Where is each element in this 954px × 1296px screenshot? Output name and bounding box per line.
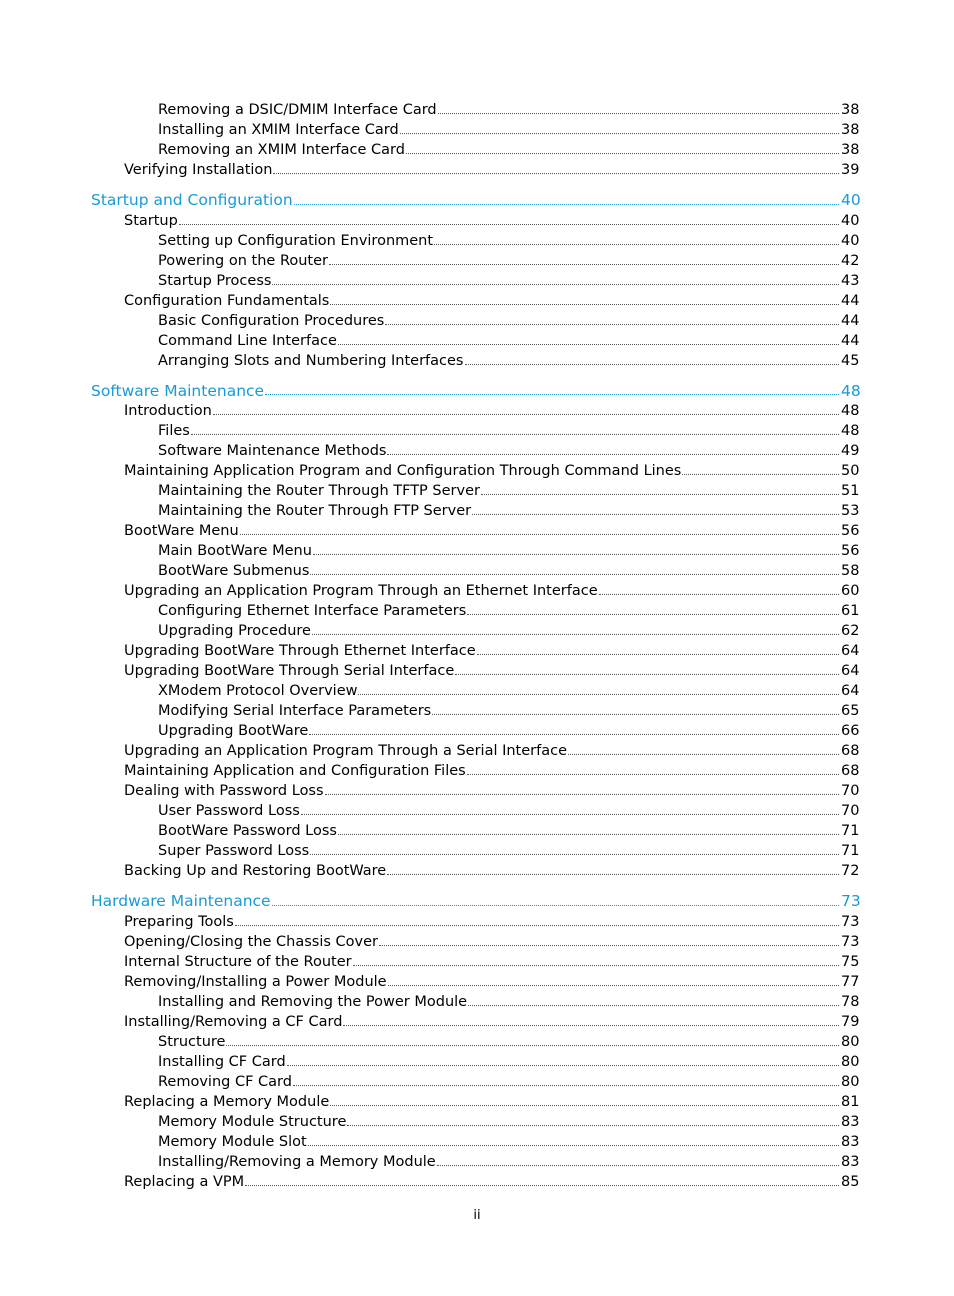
toc-entry[interactable]	[0, 501, 954, 521]
toc-dot-leader	[438, 112, 839, 114]
toc-entry-title: Powering on the Router	[158, 252, 328, 269]
toc-entry-title: Setting up Configuration Environment	[158, 232, 434, 249]
toc-entry[interactable]	[0, 761, 954, 781]
toc-dot-leader	[301, 813, 839, 815]
toc-entry-title: Installing an XMIM Interface Card	[158, 122, 399, 138]
toc-dot-leader	[387, 453, 839, 455]
page-number: ii	[473, 1208, 481, 1223]
toc-dot-leader	[330, 303, 839, 305]
toc-entry-page: 72	[841, 863, 860, 879]
toc-entry-page: 75	[841, 953, 860, 970]
toc-entry-page: 80	[841, 1033, 860, 1050]
toc-entry-page: 83	[841, 1153, 860, 1170]
toc-entry-title: Structure	[158, 1033, 226, 1050]
toc-dot-leader	[309, 733, 839, 735]
toc-dot-leader	[477, 653, 839, 655]
toc-entry-page: 44	[841, 332, 860, 349]
toc-entry[interactable]	[0, 401, 954, 421]
toc-entry-page: 40	[841, 191, 861, 209]
toc-dot-leader	[387, 873, 839, 875]
toc-entry[interactable]	[0, 351, 954, 371]
toc-entry-page: 40	[841, 232, 860, 249]
toc-dot-leader	[467, 773, 839, 775]
toc-entry-page: 83	[841, 1133, 860, 1150]
toc-entry-page: 73	[841, 933, 860, 950]
toc-entry[interactable]	[0, 912, 954, 932]
toc-entry[interactable]	[0, 120, 954, 140]
toc-entry-title: Upgrading an Application Program Through a Serial Interface	[124, 743, 568, 759]
toc-entry-page: 73	[841, 892, 861, 910]
toc-entry-page: 40	[841, 212, 860, 229]
toc-entry-page: 44	[841, 292, 860, 309]
toc-entry-title: User Password Loss	[158, 803, 300, 819]
toc-dot-leader	[325, 793, 839, 795]
toc-entry[interactable]	[0, 160, 954, 180]
toc-entry-title: Memory Module Structure	[158, 1113, 347, 1130]
toc-dot-leader	[385, 323, 839, 325]
toc-entry-page: 80	[841, 1053, 860, 1070]
toc-entry-title: Upgrading an Application Program Through an Ethernet Interface	[124, 583, 598, 599]
toc-entry-page: 53	[841, 503, 860, 519]
toc-dot-leader	[272, 904, 839, 906]
toc-entry-page: 48	[841, 381, 861, 400]
toc-dot-leader	[432, 713, 839, 715]
toc-entry-page: 70	[841, 803, 860, 819]
toc-dot-leader	[310, 573, 839, 575]
toc-dot-leader	[468, 1004, 839, 1006]
toc-dot-leader	[338, 833, 839, 835]
toc-entry-page: 64	[841, 663, 860, 679]
toc-dot-leader	[347, 1124, 839, 1126]
toc-entry-page: 79	[841, 1013, 860, 1030]
toc-entry-page: 71	[841, 823, 860, 839]
toc-entry-page: 38	[841, 122, 860, 138]
toc-entry[interactable]	[0, 1152, 954, 1172]
toc-entry-page: 44	[841, 312, 860, 329]
toc-entry-page: 42	[841, 252, 860, 269]
toc-entry[interactable]	[0, 1052, 954, 1072]
toc-entry-title: BootWare Menu	[124, 523, 239, 539]
toc-dot-leader	[465, 363, 840, 365]
toc-dot-leader	[467, 613, 839, 615]
toc-dot-leader	[265, 393, 839, 395]
toc-entry[interactable]	[0, 311, 954, 331]
toc-entry-title: Removing CF Card	[158, 1073, 292, 1090]
table-of-contents	[0, 100, 954, 1192]
toc-dot-leader	[226, 1044, 839, 1046]
toc-entry[interactable]	[0, 271, 954, 291]
toc-entry-title: Startup and Configuration	[91, 191, 293, 209]
toc-entry-title: Modifying Serial Interface Parameters	[158, 703, 432, 719]
toc-dot-leader	[235, 924, 839, 926]
toc-entry-title: Configuring Ethernet Interface Parameters	[158, 603, 467, 619]
toc-entry-title: Maintaining Application and Configuration Files	[124, 763, 466, 779]
toc-dot-leader	[472, 513, 839, 515]
toc-entry-title: Backing Up and Restoring BootWare	[124, 863, 387, 879]
toc-entry[interactable]	[0, 581, 954, 601]
toc-entry-title: Removing an XMIM Interface Card	[158, 142, 405, 158]
toc-entry-title: Main BootWare Menu	[158, 543, 312, 559]
toc-entry-title: Installing/Removing a Memory Module	[158, 1153, 436, 1170]
toc-entry[interactable]	[0, 1012, 954, 1032]
toc-entry-title: BootWare Password Loss	[158, 823, 337, 839]
toc-entry[interactable]	[0, 1112, 954, 1132]
toc-entry[interactable]	[0, 251, 954, 271]
toc-entry-page: 48	[841, 423, 860, 439]
toc-entry-page: 78	[841, 993, 860, 1010]
toc-entry[interactable]	[0, 781, 954, 801]
toc-section-heading[interactable]	[0, 190, 954, 211]
toc-dot-leader	[599, 593, 839, 595]
toc-dot-leader	[273, 172, 839, 174]
toc-entry-page: 64	[841, 643, 860, 659]
toc-entry-title: Startup Process	[158, 272, 272, 289]
toc-entry-page: 58	[841, 563, 860, 579]
toc-entry[interactable]	[0, 441, 954, 461]
toc-dot-leader	[353, 964, 839, 966]
toc-entry[interactable]	[0, 601, 954, 621]
toc-dot-leader	[179, 223, 839, 225]
toc-entry-title: Removing a DSIC/DMIM Interface Card	[158, 102, 437, 118]
toc-entry[interactable]	[0, 561, 954, 581]
toc-entry[interactable]	[0, 952, 954, 972]
toc-dot-leader	[434, 243, 839, 245]
toc-dot-leader	[568, 753, 839, 755]
toc-entry-page: 39	[841, 162, 860, 178]
toc-entry-page: 56	[841, 543, 860, 559]
toc-dot-leader	[308, 1144, 839, 1146]
toc-entry-page: 70	[841, 783, 860, 799]
toc-dot-leader	[213, 413, 839, 415]
toc-dot-leader	[338, 343, 839, 345]
toc-entry-title: Preparing Tools	[124, 913, 234, 930]
toc-entry-page: 85	[841, 1173, 860, 1190]
toc-entry-page: 56	[841, 523, 860, 539]
toc-entry[interactable]	[0, 481, 954, 501]
toc-entry-page: 43	[841, 272, 860, 289]
toc-entry[interactable]	[0, 231, 954, 251]
toc-entry[interactable]	[0, 701, 954, 721]
toc-entry[interactable]	[0, 992, 954, 1012]
toc-entry-page: 71	[841, 843, 860, 859]
toc-entry[interactable]	[0, 1172, 954, 1192]
toc-entry-title: Memory Module Slot	[158, 1133, 307, 1150]
toc-entry[interactable]	[0, 621, 954, 641]
toc-entry-title: Software Maintenance	[91, 381, 265, 400]
toc-dot-leader	[329, 263, 839, 265]
toc-entry[interactable]	[0, 821, 954, 841]
toc-entry[interactable]	[0, 1072, 954, 1092]
toc-entry-title: Maintaining Application Program and Configuration Through Command Lines	[124, 463, 682, 479]
toc-entry-title: Maintaining the Router Through TFTP Server	[158, 483, 480, 499]
toc-dot-leader	[294, 203, 839, 205]
toc-dot-leader	[272, 283, 839, 285]
toc-entry-page: 49	[841, 443, 860, 459]
toc-entry-page: 77	[841, 973, 860, 990]
toc-entry-page: 38	[841, 142, 860, 158]
toc-entry-title: Arranging Slots and Numbering Interfaces	[158, 352, 464, 369]
toc-entry[interactable]	[0, 100, 954, 120]
toc-entry-title: Verifying Installation	[124, 162, 273, 178]
toc-entry-page: 45	[841, 352, 860, 369]
toc-entry[interactable]	[0, 1092, 954, 1112]
toc-dot-leader	[400, 132, 839, 134]
toc-dot-leader	[240, 533, 839, 535]
toc-entry-title: BootWare Submenus	[158, 563, 310, 579]
toc-entry-page: 60	[841, 583, 860, 599]
toc-dot-leader	[245, 1184, 839, 1186]
toc-entry-page: 80	[841, 1073, 860, 1090]
toc-entry-title: Upgrading Procedure	[158, 623, 311, 639]
toc-entry[interactable]	[0, 801, 954, 821]
toc-entry[interactable]	[0, 661, 954, 681]
toc-entry-page: 66	[841, 723, 860, 739]
toc-entry-title: Upgrading BootWare Through Ethernet Interface	[124, 643, 476, 659]
toc-entry-page: 65	[841, 703, 860, 719]
toc-entry-title: Upgrading BootWare Through Serial Interface	[124, 663, 455, 679]
toc-entry[interactable]	[0, 331, 954, 351]
toc-entry[interactable]	[0, 861, 954, 881]
toc-dot-leader	[287, 1064, 839, 1066]
toc-entry[interactable]	[0, 291, 954, 311]
toc-entry-page: 73	[841, 913, 860, 930]
toc-dot-leader	[379, 944, 839, 946]
toc-dot-leader	[330, 1104, 839, 1106]
toc-entry-title: Upgrading BootWare	[158, 723, 309, 739]
toc-entry-title: Replacing a Memory Module	[124, 1093, 330, 1110]
toc-entry[interactable]	[0, 461, 954, 481]
toc-entry-page: 81	[841, 1093, 860, 1110]
toc-entry[interactable]	[0, 972, 954, 992]
toc-entry[interactable]	[0, 741, 954, 761]
toc-entry-page: 61	[841, 603, 860, 619]
toc-entry[interactable]	[0, 1132, 954, 1152]
toc-entry[interactable]	[0, 521, 954, 541]
toc-entry[interactable]	[0, 932, 954, 952]
toc-entry-title: Opening/Closing the Chassis Cover	[124, 933, 379, 950]
toc-dot-leader	[191, 433, 839, 435]
toc-entry-page: 62	[841, 623, 860, 639]
toc-dot-leader	[406, 152, 839, 154]
toc-entry[interactable]	[0, 841, 954, 861]
toc-entry-title: Basic Configuration Procedures	[158, 312, 385, 329]
toc-section-heading[interactable]	[0, 381, 954, 402]
toc-dot-leader	[312, 633, 839, 635]
toc-entry[interactable]	[0, 541, 954, 561]
toc-entry[interactable]	[0, 211, 954, 231]
toc-entry-title: Removing/Installing a Power Module	[124, 973, 387, 990]
toc-entry-page: 51	[841, 483, 860, 499]
toc-entry-title: Files	[158, 423, 190, 439]
toc-entry-title: Hardware Maintenance	[91, 892, 271, 910]
toc-entry-title: Introduction	[124, 403, 212, 419]
toc-entry-title: Startup	[124, 212, 178, 229]
toc-entry-title: Command Line Interface	[158, 332, 337, 349]
toc-entry-title: Configuration Fundamentals	[124, 292, 330, 309]
toc-entry-title: XModem Protocol Overview	[158, 683, 358, 699]
toc-entry-title: Software Maintenance Methods	[158, 443, 387, 459]
toc-entry-page: 68	[841, 763, 860, 779]
toc-entry-page: 38	[841, 102, 860, 118]
toc-entry[interactable]	[0, 681, 954, 701]
toc-dot-leader	[293, 1084, 839, 1086]
toc-entry-title: Installing CF Card	[158, 1053, 286, 1070]
toc-entry-title: Dealing with Password Loss	[124, 783, 324, 799]
toc-entry[interactable]	[0, 1032, 954, 1052]
toc-entry-page: 50	[841, 463, 860, 479]
toc-entry-title: Maintaining the Router Through FTP Server	[158, 503, 472, 519]
toc-entry-title: Replacing a VPM	[124, 1173, 245, 1190]
toc-dot-leader	[437, 1164, 839, 1166]
toc-entry-title: Super Password Loss	[158, 843, 310, 859]
toc-dot-leader	[343, 1024, 839, 1026]
toc-dot-leader	[388, 984, 839, 986]
toc-dot-leader	[310, 853, 839, 855]
toc-entry[interactable]	[0, 421, 954, 441]
toc-entry-page: 48	[841, 403, 860, 419]
toc-entry[interactable]	[0, 721, 954, 741]
toc-entry-page: 68	[841, 743, 860, 759]
toc-entry[interactable]	[0, 140, 954, 160]
toc-section-heading[interactable]	[0, 891, 954, 912]
toc-dot-leader	[313, 553, 839, 555]
toc-entry-title: Installing and Removing the Power Module	[158, 993, 468, 1010]
toc-entry-page: 64	[841, 683, 860, 699]
toc-dot-leader	[358, 693, 839, 695]
toc-entry-title: Internal Structure of the Router	[124, 953, 352, 970]
toc-entry-title: Installing/Removing a CF Card	[124, 1013, 343, 1030]
toc-entry[interactable]	[0, 641, 954, 661]
toc-dot-leader	[682, 473, 839, 475]
toc-dot-leader	[481, 493, 839, 495]
toc-dot-leader	[455, 673, 839, 675]
toc-entry-page: 83	[841, 1113, 860, 1130]
